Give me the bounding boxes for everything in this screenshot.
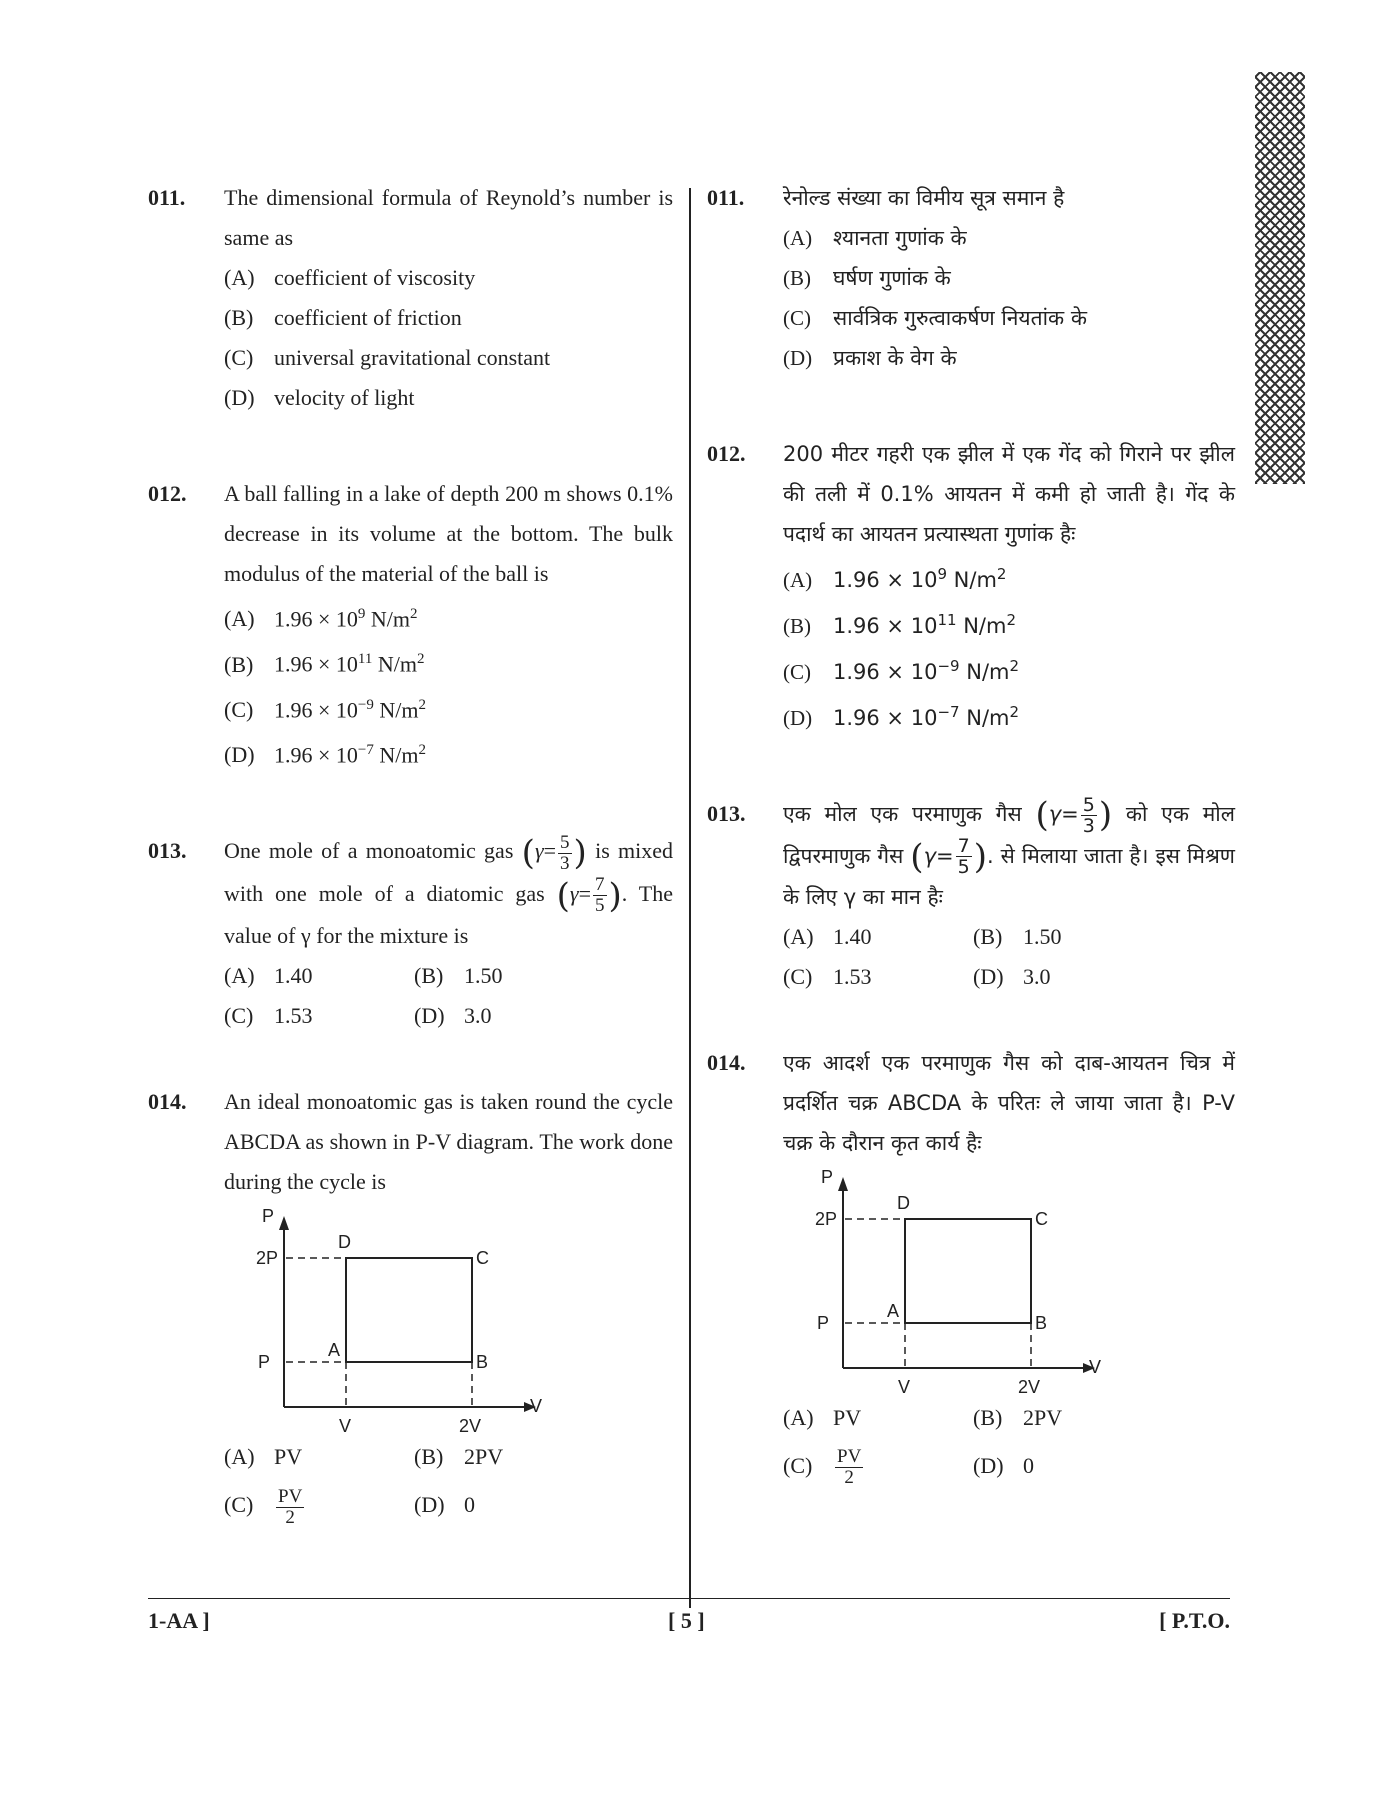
- options-grid: [224, 1437, 673, 1527]
- option-b: (B) $1.96 \times 10^{11}$ $N/m^2$: [224, 651, 425, 677]
- tick-2p: 2P: [256, 1248, 279, 1269]
- option-b: (B) coefficient of friction: [224, 305, 462, 330]
- question-stem: एक मोल एक परमाणुक गैस (γ= $\frac{5}{3}$ ) को एक मोल द्विपरमाणुक गैस (γ= $\frac{7}{5}$ ). से मिलाया जाता है। इस मिश्रण के लिए γ का मान हैः: [783, 793, 1235, 909]
- question-stem: A ball falling in a lake of depth 200 m shows 0.1% decrease in its volume at the bottom. The bulk modulus of the material of the ball is: [224, 481, 673, 586]
- tick-v: V: [339, 1416, 352, 1433]
- options-grid: [783, 1398, 1235, 1488]
- option-d: (D) प्रकाश के वेग के: [783, 346, 957, 370]
- question-number: 013.: [148, 838, 187, 864]
- option-b: (B) 1.50: [973, 924, 1062, 949]
- question-011-en: [148, 178, 673, 418]
- y-axis-label: P: [821, 1167, 834, 1187]
- option-b: (B) 2PV: [414, 1444, 504, 1470]
- question-number: 011.: [148, 185, 186, 210]
- pto-label: [ P.T.O.: [1159, 1608, 1230, 1633]
- option-b: (B) 1.50: [414, 963, 503, 989]
- paper-code: 1-AA ]: [148, 1608, 210, 1633]
- page-number: [ 5 ]: [668, 1608, 705, 1633]
- option-d: (D) 0: [973, 1453, 1034, 1478]
- point-b: B: [1035, 1313, 1048, 1333]
- option-a: (A) $1.96 \times 10^9$ $N/m^2$: [224, 606, 418, 632]
- option-a: (A) PV: [224, 1444, 303, 1470]
- point-b: B: [476, 1352, 489, 1373]
- tick-v: V: [898, 1377, 911, 1393]
- option-c: (C) $1.96 \times 10^{-9}$ $N/m^2$: [224, 696, 427, 722]
- question-number: 014.: [148, 1089, 187, 1115]
- decorative-border-pattern: [1255, 72, 1305, 484]
- option-d: (D) $1.96 \times 10^{-7}$ $N/m^2$: [783, 703, 1020, 730]
- column-divider: [689, 188, 691, 1608]
- option-d: (D) 3.0: [973, 964, 1051, 989]
- point-c: C: [1035, 1209, 1048, 1229]
- option-c: (C) $\frac{PV}{2}$: [224, 1485, 303, 1528]
- fraction: $\frac{5}{3}$: [560, 831, 570, 874]
- question-number: 012.: [148, 481, 187, 506]
- option-c: (C) $\frac{PV}{2}$: [783, 1446, 862, 1489]
- point-a: A: [887, 1301, 900, 1321]
- question-number: 013.: [707, 801, 746, 826]
- question-number: 014.: [707, 1050, 746, 1075]
- option-b: (B) $1.96 \times 10^{11}$ $N/m^2$: [783, 611, 1016, 638]
- question-number: 011.: [707, 185, 745, 210]
- fraction: $\frac{5}{3}$: [1082, 793, 1095, 837]
- option-d: (D) 0: [414, 1492, 475, 1518]
- question-stem: The dimensional formula of Reynold’s number is same as: [224, 185, 673, 250]
- question-012-en: [148, 474, 673, 775]
- point-a: A: [328, 1340, 341, 1361]
- tick-2v: 2V: [1018, 1377, 1041, 1393]
- point-d: D: [338, 1232, 351, 1253]
- hindi-column: [707, 178, 1235, 1488]
- option-c: (C) universal gravitational constant: [224, 345, 551, 370]
- question-number: 012.: [707, 441, 746, 466]
- option-a: (A) 1.40: [224, 963, 313, 989]
- tick-2v: 2V: [459, 1416, 482, 1433]
- fraction: $\frac{7}{5}$: [595, 874, 605, 917]
- x-axis-label: V: [529, 1396, 542, 1417]
- tick-p: P: [817, 1313, 830, 1333]
- question-stem: One mole of a monoatomic gas (γ= $\frac{5}{3}$ ) is mixed with one mole of a diatomic gas (γ= $\frac{7}{5}$ ). The value of γ for the mixture is: [224, 831, 674, 949]
- question-013-hi: [707, 794, 1235, 997]
- option-b: (B) घर्षण गुणांक के: [783, 266, 951, 290]
- point-d: D: [897, 1193, 910, 1213]
- page-footer: [148, 1602, 1230, 1632]
- x-axis-label: V: [1088, 1357, 1101, 1377]
- pv-diagram: [783, 1163, 1103, 1393]
- option-a: (A) coefficient of viscosity: [224, 265, 476, 290]
- question-011-hi: [707, 178, 1235, 378]
- option-d: (D) velocity of light: [224, 385, 415, 410]
- question-014-hi: [707, 1043, 1235, 1488]
- question-012-hi: [707, 434, 1235, 738]
- question-stem: रेनोल्ड संख्या का विमीय सूत्र समान है: [783, 186, 1065, 210]
- question-014-en: [148, 1082, 673, 1527]
- footer-rule: [148, 1598, 1230, 1599]
- point-c: C: [476, 1248, 489, 1269]
- english-column: [148, 178, 673, 1528]
- question-013-en: [148, 831, 673, 1036]
- tick-2p: 2P: [815, 1209, 838, 1229]
- option-b: (B) 2PV: [973, 1405, 1063, 1430]
- option-c: (C) सार्वत्रिक गुरुत्वाकर्षण नियतांक के: [783, 306, 1087, 330]
- options-grid: [224, 956, 673, 1036]
- tick-p: P: [258, 1352, 271, 1373]
- option-c: (C) 1.53: [783, 964, 872, 989]
- option-c: (C) $1.96 \times 10^{-9}$ $N/m^2$: [783, 657, 1020, 684]
- y-axis-label: P: [262, 1206, 275, 1227]
- option-c: (C) 1.53: [224, 1003, 313, 1029]
- options-grid: [783, 917, 1235, 997]
- option-a: (A) $1.96 \times 10^9$ $N/m^2$: [783, 565, 1007, 592]
- pv-diagram: [224, 1202, 544, 1432]
- option-a: (A) श्यानता गुणांक के: [783, 226, 967, 250]
- option-d: (D) $1.96 \times 10^{-7}$ $N/m^2$: [224, 741, 427, 768]
- fraction: $\frac{7}{5}$: [957, 835, 970, 878]
- option-d: (D) 3.0: [414, 1003, 492, 1029]
- option-a: (A) 1.40: [783, 924, 872, 949]
- question-stem: एक आदर्श एक परमाणुक गैस को दाब-आयतन चित्र में प्रदर्शित चक्र ABCDA के परितः ले जाया जाता है। P-V चक्र के दौरान कृत कार्य हैः: [783, 1051, 1235, 1155]
- question-stem: An ideal monoatomic gas is taken round the cycle ABCDA as shown in P-V diagram. The work done during the cycle is: [224, 1089, 673, 1195]
- question-stem: 200 मीटर गहरी एक झील में एक गेंद को गिराने पर झील की तली में 0.1% आयतन में कमी हो जाती है। गेंद के पदार्थ का आयतन प्रत्यास्थता गुणांक हैः: [783, 442, 1235, 546]
- option-a: (A) PV: [783, 1405, 862, 1430]
